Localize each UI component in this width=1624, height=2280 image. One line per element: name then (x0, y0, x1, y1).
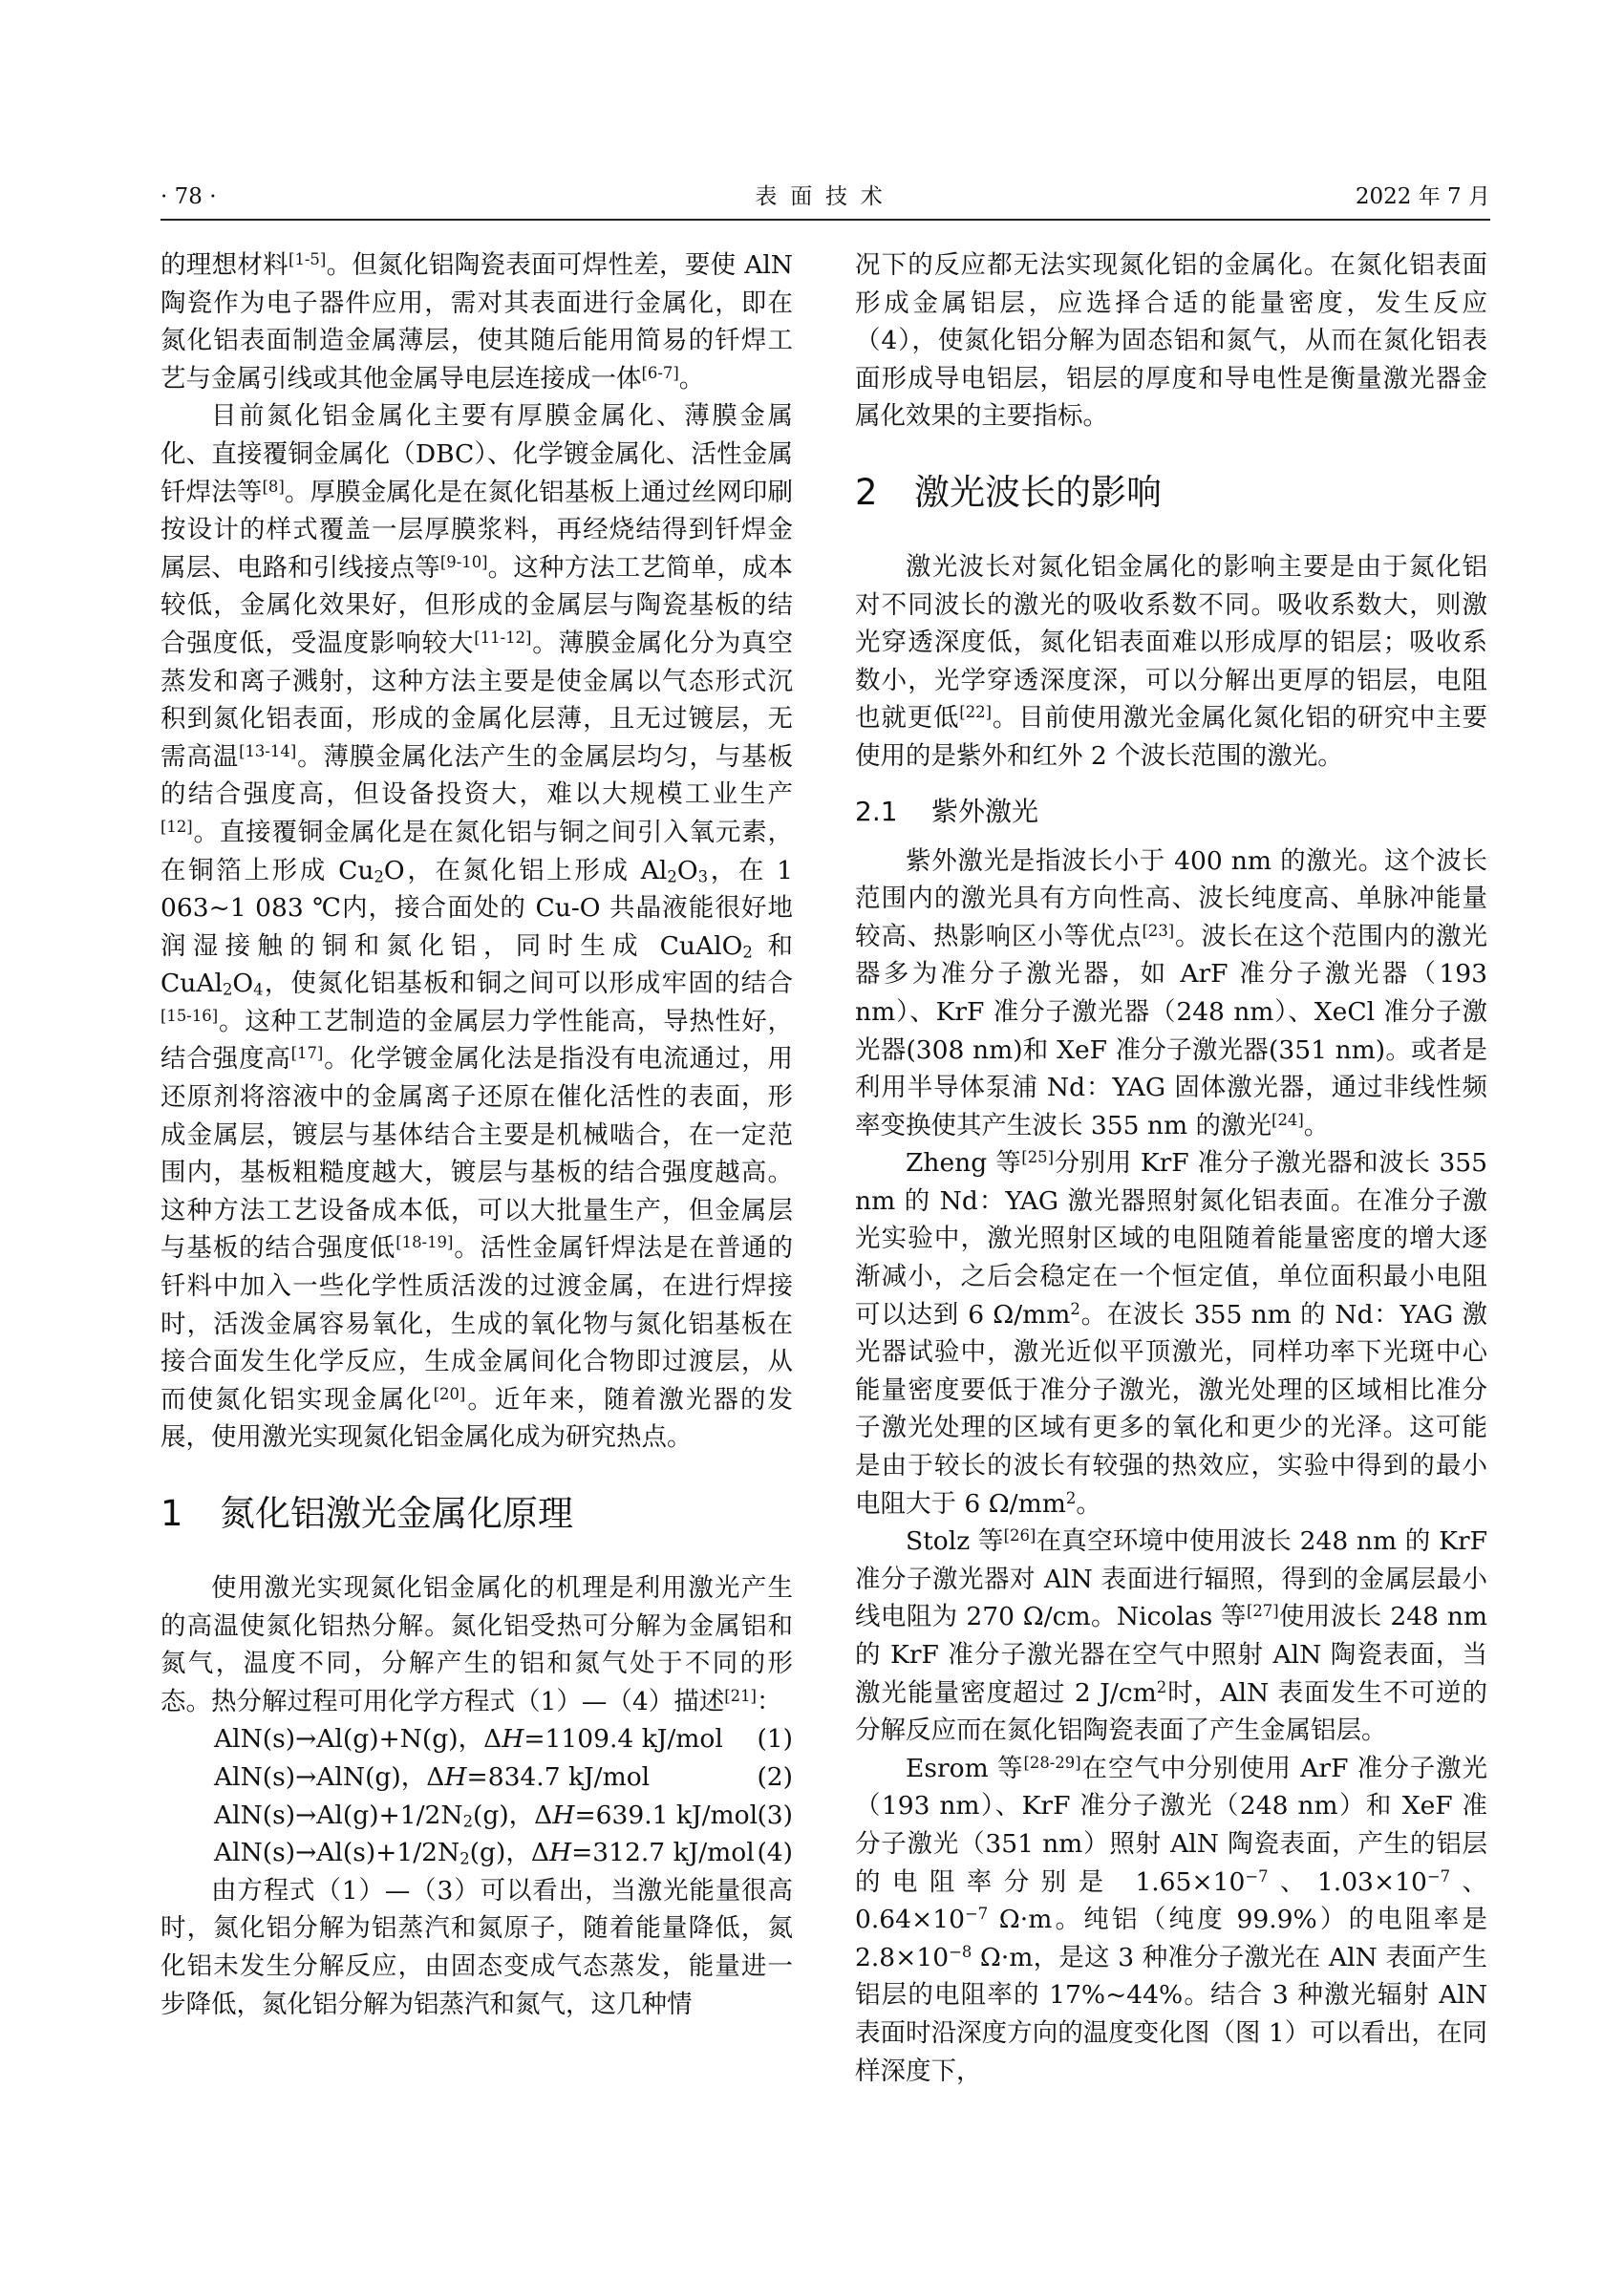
equation (160, 1834, 793, 1872)
heading-number: 1 (160, 1493, 183, 1534)
equation-number: (3) (757, 1800, 793, 1830)
paragraph: 激光波长对氮化铝金属化的影响主要是由于氮化铝对不同波长的激光的吸收系数不同。吸收系数大，则激光穿透深度低，氮化铝表面难以形成厚的铝层；吸收系数小，光学穿透深度深，可以分解出更厚的铝层，电阻也就更低[22]。目前使用激光金属化氮化铝的研究中主要使用的是紫外和红外 2 个波长范围的激光。 (855, 551, 1488, 771)
equation (160, 1797, 793, 1835)
heading-number: 2.1 (855, 795, 898, 827)
paragraph: 况下的反应都无法实现氮化铝的金属化。在氮化铝表面形成金属铝层，应选择合适的能量密度，发生反应（4），使氮化铝分解为固态铝和氮气，从而在氮化铝表面形成导电铝层，铝层的厚度和导电性是衡量激光器金属化效果的主要指标。 (855, 250, 1487, 432)
paragraph: 使用激光实现氮化铝金属化的机理是利用激光产生的高温使氮化铝热分解。氮化铝受热可分解为金属铝和氮气，温度不同，分解产生的铝和氮气处于不同的形态。热分解过程可用化学方程式（1）—（4）描述[21]： (160, 1573, 793, 1716)
paragraph: Zheng 等[25]分别用 KrF 准分子激光器和波长 355 nm 的 Nd：YAG 激光器照射氮化铝表面。在准分子激光实验中，激光照射区域的电阻随着能量密度的增大逐渐减小，之后会稳定在一个恒定值，单位面积最小电阻可以达到 6 $\Omega/mm^2$。在波长 355 nm 的 Nd：YAG 激光器试验中，激光近似平顶激光，同样功率下光斑中心能量密度要低于准分子激光，激光处理的区域相比准分子激光处理的区域有更多的氧化和更少的光泽。这可能是由于较长的波长有较强的热效应，实验中得到的最小电阻大于 6 $\Omega/mm^2$。 (855, 1148, 1487, 1519)
right-column (855, 246, 1487, 2090)
equation-formula: AlN(s)→AlN(g)，ΔH=834.7 kJ/mol (214, 1761, 651, 1792)
section-heading (160, 1493, 793, 1535)
running-header (160, 178, 1490, 216)
equation (160, 1720, 793, 1758)
paragraph: Esrom 等[28-29]在空气中分别使用 ArF 准分子激光（193 nm）、KrF 准分子激光（248 nm）和 XeF 准分子激光（351 nm）照射 AlN 陶瓷表面，产生的铝层的电阻率分别是 $1.65\times 10^{-7}$、$1.03\times 10^{-7}$、$0.64\times 10^{-7}$ Ω·m。纯铝（纯度 99.9%）的电阻率是 $2.8\times 10^{-8}$ Ω·m，是这 3 种准分子激光在 AlN 表面产生铝层的电阻率的 17%~44%。结合 3 种激光辐射 AlN 表面时沿深度方向的温度变化图（图 1）可以看出，在同样深度下， (855, 1753, 1487, 2086)
heading-title: 紫外激光 (931, 795, 1039, 827)
equation-formula: $AlN(s)\to Al(s)+1/2N_2(g)$，ΔH=312.7 kJ/mol (214, 1838, 755, 1868)
issue-date: 2022 年 7 月 (1355, 184, 1490, 209)
heading-title: 氮化铝激光金属化原理 (220, 1493, 573, 1534)
subsection-heading (855, 795, 1487, 829)
equation-formula: $AlN(s)\to Al(g)+1/2N_2(g)$，ΔH=639.1 kJ/mol (214, 1800, 759, 1830)
paragraph: 紫外激光是指波长小于 400 nm 的激光。这个波长范围内的激光具有方向性高、波长纯度高、单脉冲能量较高、热影响区小等优点[23]。波长在这个范围内的激光器多为准分子激光器，如 ArF 准分子激光器（193 nm）、KrF 准分子激光器（248 nm）、XeCl 准分子激光器(308 nm)和 XeF 准分子激光器(351 nm)。或者是利用半导体泵浦 Nd：YAG 固体激光器，通过非线性频率变换使其产生波长 355 nm 的激光[24]。 (855, 845, 1488, 1140)
equation-number: (4) (757, 1838, 793, 1868)
paragraph: 目前氮化铝金属化主要有厚膜金属化、薄膜金属化、直接覆铜金属化（DBC）、化学镀金属化、活性金属钎焊法等[8]。厚膜金属化是在氮化铝基板上通过丝网印刷按设计的样式覆盖一层厚膜浆料，再经烧结得到钎焊金属层、电路和引线接点等[9-10]。这种方法工艺简单，成本较低，金属化效果好，但形成的金属层与陶瓷基板的结合强度低，受温度影响较大[11-12]。薄膜金属化分为真空蒸发和离子溅射，这种方法主要是使金属以气态形式沉积到氮化铝表面，形成的金属化层薄，且无过镀层，无需高温[13-14]。薄膜金属化法产生的金属层均匀，与基板的结合强度高，但设备投资大，难以大规模工业生产[12]。直接覆铜金属化是在氮化铝与铜之间引入氧元素，在铜箔上形成 $Cu_2O$，在氮化铝上形成 $Al_2O_3$，在 1 063~1 083 ℃内，接合面处的 Cu-O 共晶液能很好地润湿接触的铜和氮化铝，同时生成 CuAlO$_2$ 和 $CuAl_2O_4$，使氮化铝基板和铜之间可以形成牢固的结合[15-16]。这种工艺制造的金属层力学性能高，导热性好，结合强度高[17]。化学镀金属化法是指没有电流通过，用还原剂将溶液中的金属离子还原在催化活性的表面，形成金属层，镀层与基体结合主要是机械啮合，在一定范围内，基板粗糙度越大，镀层与基板的结合强度越高。这种方法工艺设备成本低，可以大批量生产，但金属层与基板的结合强度低[18-19]。活性金属钎焊法是在普通的钎料中加入一些化学性质活泼的过渡金属，在进行焊接时，活泼金属容易氧化，生成的氧化物与氮化铝基板在接合面发生化学反应，生成金属间化合物即过渡层，从而使氮化铝实现金属化[20]。近年来，随着激光器的发展，使用激光实现氮化铝金属化成为研究热点。 (160, 401, 794, 1453)
section-heading (855, 472, 1487, 514)
paragraph: Stolz 等[26]在真空环境中使用波长 248 nm 的 KrF 准分子激光器对 AlN 表面进行辐照，得到的金属层最小线电阻为 270 Ω/cm。Nicolas 等[27]使用波长 248 nm 的 KrF 准分子激光器在空气中照射 AlN 陶瓷表面，当激光能量密度超过 2 $J/cm^2$时，AlN 表面发生不可逆的分解反应而在氮化铝陶瓷表面了产生金属铝层。 (855, 1526, 1487, 1746)
journal-title: 表面技术 (755, 184, 896, 209)
equation-number: (1) (757, 1724, 793, 1755)
page-number: · 78 · (160, 184, 217, 209)
heading-number: 2 (855, 471, 878, 513)
equation-number: (2) (757, 1761, 793, 1792)
heading-title: 激光波长的影响 (914, 471, 1162, 513)
left-column (160, 246, 793, 2023)
header-rule (160, 219, 1490, 221)
equation (160, 1758, 793, 1797)
paragraph: 由方程式（1）—（3）可以看出，当激光能量很高时，氮化铝分解为铝蒸汽和氮原子，随着能量降低，氮化铝未发生分解反应，由固态变成气态蒸发，能量进一步降低，氮化铝分解为铝蒸汽和氮气，这几种情 (160, 1875, 793, 2019)
equation-formula: AlN(s)→Al(g)+N(g)，ΔH=1109.4 kJ/mol (214, 1724, 723, 1755)
paragraph: 的理想材料[1-5]。但氮化铝陶瓷表面可焊性差，要使 AlN 陶瓷作为电子器件应用，需对其表面进行金属化，即在氮化铝表面制造金属薄层，使其随后能用简易的钎焊工艺与金属引线或其他金属导电层连接成一体[6-7]。 (160, 249, 793, 394)
